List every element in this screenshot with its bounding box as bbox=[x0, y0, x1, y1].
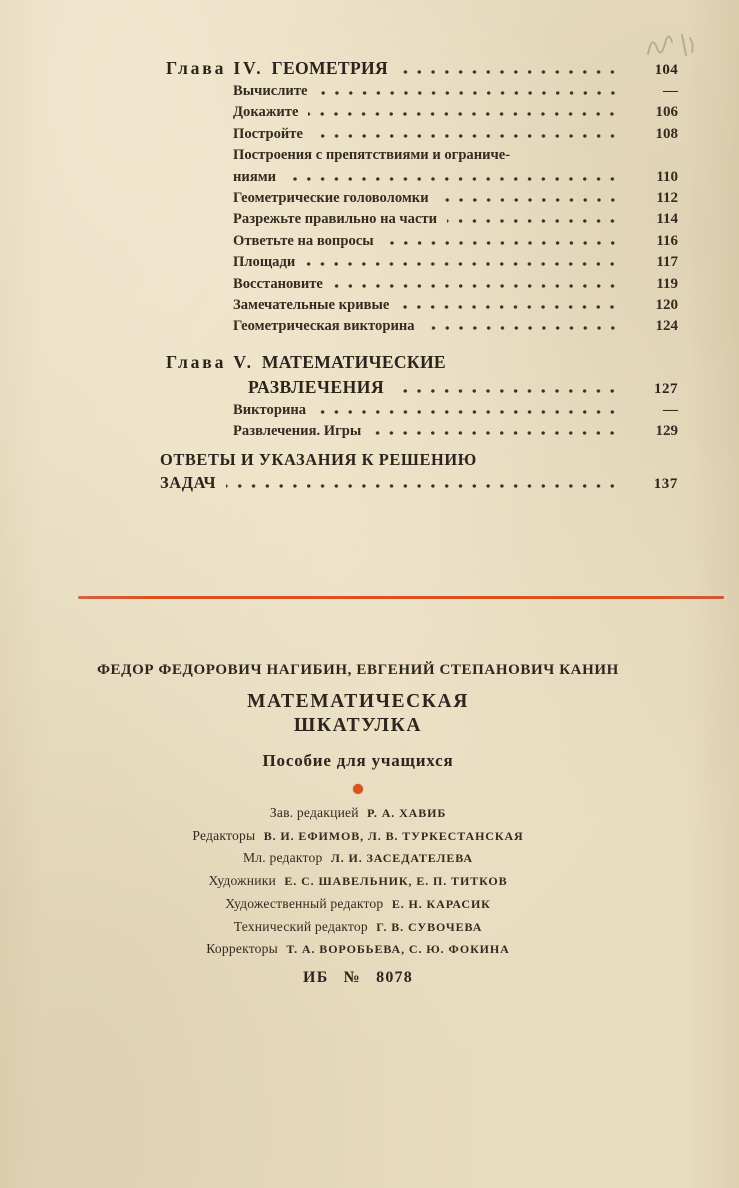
toc-row bbox=[63, 274, 678, 295]
toc-entry-label: Развлечения. Игры bbox=[233, 423, 362, 440]
credit-line bbox=[58, 893, 658, 916]
table-of-contents bbox=[63, 56, 678, 494]
section-divider-rule bbox=[78, 596, 724, 599]
toc-dot-leader bbox=[333, 284, 624, 288]
book-title-line2: ШКАТУЛКА bbox=[293, 715, 423, 736]
credit-line bbox=[58, 847, 658, 870]
credit-names: В. И. ЕФИМОВ, Л. В. ТУРКЕСТАНСКАЯ bbox=[263, 828, 524, 843]
toc-row bbox=[63, 231, 678, 252]
toc-dot-leader bbox=[425, 326, 624, 330]
toc-entry-label: ГЕОМЕТРИЯ bbox=[271, 58, 388, 78]
toc-entry-label: Ответьте на вопросы bbox=[233, 232, 374, 249]
toc-row bbox=[63, 188, 678, 209]
toc-page-number: — bbox=[663, 401, 678, 418]
toc-row bbox=[63, 81, 678, 102]
toc-dot-leader bbox=[226, 484, 624, 488]
toc-row bbox=[63, 448, 678, 471]
credit-line bbox=[58, 938, 658, 961]
credit-line bbox=[58, 802, 658, 825]
toc-page-number: 116 bbox=[656, 232, 678, 249]
toc-entry-label: Докажите bbox=[233, 104, 299, 121]
toc-entry-label: Вычислите bbox=[233, 83, 308, 99]
toc-row bbox=[63, 145, 678, 166]
toc-entry-label: РАЗВЛЕЧЕНИЯ bbox=[248, 376, 385, 397]
toc-page-number: 112 bbox=[656, 189, 678, 206]
credit-role: Зав. редакцией bbox=[269, 805, 359, 820]
toc-page-number: 120 bbox=[655, 296, 678, 313]
toc-page-number: 137 bbox=[653, 476, 678, 493]
toc-dot-leader bbox=[313, 134, 624, 138]
toc-entry-label: Постройте bbox=[233, 125, 303, 142]
toc-row bbox=[63, 56, 678, 81]
credit-names: Р. А. ХАВИБ bbox=[367, 806, 447, 820]
credit-names: Е. Н. КАРАСИК bbox=[391, 896, 491, 911]
toc-dot-leader bbox=[384, 241, 624, 245]
toc-row bbox=[63, 124, 678, 145]
toc-row bbox=[63, 400, 678, 421]
toc-row bbox=[63, 102, 678, 123]
toc-dot-leader bbox=[308, 112, 624, 116]
toc-entry-label: ЗАДАЧ bbox=[160, 473, 217, 493]
credit-names: Г. В. СУВОЧЕВА bbox=[376, 919, 483, 934]
toc-dot-leader bbox=[318, 91, 625, 95]
toc-entry-label: ОТВЕТЫ И УКАЗАНИЯ К РЕШЕНИЮ bbox=[160, 450, 477, 470]
book-subtitle: Пособие для учащихся bbox=[262, 751, 454, 770]
credit-names: Л. И. ЗАСЕДАТЕЛЕВА bbox=[330, 851, 473, 866]
toc-row bbox=[63, 252, 678, 273]
credit-line bbox=[58, 825, 658, 848]
toc-page-number: 106 bbox=[655, 104, 678, 121]
toc-row bbox=[63, 295, 678, 316]
toc-chapter-prefix: Глава V. bbox=[166, 351, 254, 372]
ornament-dot bbox=[353, 784, 363, 794]
toc-dot-leader bbox=[305, 262, 624, 266]
toc-row bbox=[63, 350, 678, 375]
credit-role: Мл. редактор bbox=[243, 850, 323, 866]
credit-line bbox=[58, 870, 658, 893]
toc-page-number: 104 bbox=[654, 62, 678, 78]
toc-dot-leader bbox=[286, 177, 624, 181]
toc-entry-label: Викторина bbox=[233, 401, 307, 418]
toc-page-number: 127 bbox=[654, 380, 678, 397]
toc-page-number: 117 bbox=[656, 254, 678, 271]
toc-entry-label: Геометрические головоломки bbox=[233, 189, 429, 206]
toc-row bbox=[63, 167, 678, 188]
credit-names: Е. С. ШАВЕЛЬНИК, Е. П. ТИТКОВ bbox=[284, 874, 508, 889]
toc-dot-leader bbox=[399, 305, 624, 309]
toc-dot-leader bbox=[371, 431, 624, 435]
toc-page-number: 124 bbox=[655, 318, 678, 335]
credit-role: Корректоры bbox=[206, 941, 279, 957]
toc-row bbox=[63, 316, 678, 337]
toc-dot-leader bbox=[316, 410, 624, 414]
toc-dot-leader bbox=[398, 70, 624, 74]
toc-entry-label: Построения с препятствиями и ограниче- bbox=[233, 147, 511, 164]
imprint-block bbox=[62, 984, 732, 998]
credit-role: Редакторы bbox=[192, 827, 256, 843]
toc-page-number: 114 bbox=[656, 211, 678, 228]
toc-row bbox=[63, 421, 678, 442]
credit-line bbox=[58, 916, 658, 939]
toc-dot-leader bbox=[439, 198, 624, 202]
toc-row bbox=[63, 471, 678, 494]
toc-page-number: 108 bbox=[655, 125, 678, 142]
colophon bbox=[58, 660, 658, 989]
credits-block bbox=[58, 802, 658, 961]
toc-row bbox=[63, 209, 678, 230]
toc-page-number: 119 bbox=[656, 275, 678, 292]
book-title-line1: МАТЕМАТИЧЕСКАЯ bbox=[247, 691, 469, 712]
credit-names: Т. А. ВОРОБЬЕВА, С. Ю. ФОКИНА bbox=[286, 942, 510, 957]
toc-entry-label: Замечательные кривые bbox=[233, 296, 390, 313]
toc-entry-label: ниями bbox=[233, 168, 277, 185]
credit-role: Художественный редактор bbox=[225, 895, 384, 911]
toc-chapter-prefix: Глава IV. bbox=[166, 58, 264, 78]
credit-role: Технический редактор bbox=[233, 918, 368, 934]
toc-entry-label: Площади bbox=[233, 254, 296, 271]
toc-entry-label: Восстановите bbox=[233, 275, 323, 292]
toc-row bbox=[63, 375, 678, 400]
credit-role: Художники bbox=[208, 873, 276, 889]
ib-number: ИБ № 8078 bbox=[303, 968, 413, 986]
toc-entry-label: Разрежьте правильно на части bbox=[233, 211, 438, 228]
toc-entry-label: МАТЕМАТИЧЕСКИЕ bbox=[261, 351, 446, 372]
toc-page-number: 110 bbox=[656, 168, 678, 185]
toc-page-number: 129 bbox=[655, 423, 678, 440]
toc-dot-leader bbox=[447, 219, 624, 223]
toc-entry-label: Геометрическая викторина bbox=[233, 318, 415, 335]
toc-dot-leader bbox=[394, 389, 624, 393]
toc-page-number: — bbox=[663, 83, 678, 99]
authors-line: ФЕДОР ФЕДОРОВИЧ НАГИБИН, ЕВГЕНИЙ СТЕПАНОВИЧ КАНИН bbox=[97, 662, 619, 678]
